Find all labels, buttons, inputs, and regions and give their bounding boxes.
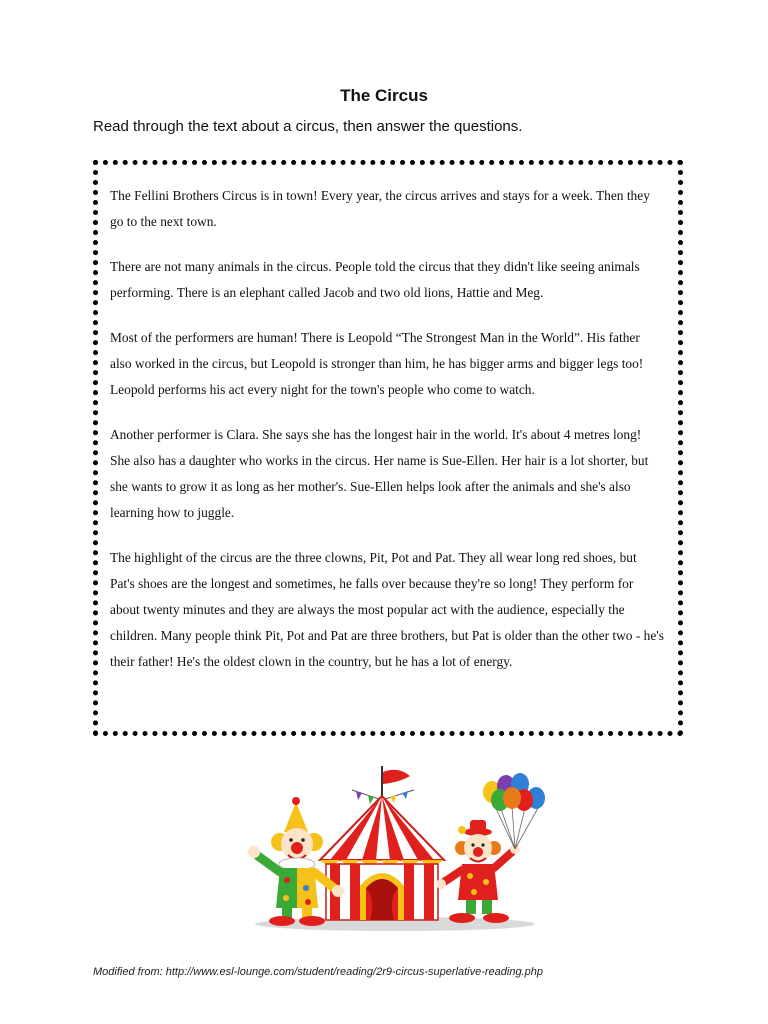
circus-illustration <box>230 760 550 935</box>
clown-icon <box>436 820 520 923</box>
page-title: The Circus <box>340 86 428 105</box>
paragraph: There are not many animals in the circus. People told the circus that they didn't like seeing animals performing. There is an elephant called Jacob and two old lions, Hattie and Meg. <box>110 259 640 300</box>
paragraph: Most of the performers are human! There is Leopold “The Strongest Man in the World”. His father also worked in the circus, but Leopold is stronger than him, he has bigger arms and bigger legs too! Leopold performs his act every night for the town's people who come to watch. <box>110 330 644 397</box>
reading-text-box <box>93 160 683 736</box>
instructions: Read through the text about a circus, then answer the questions. <box>93 118 523 135</box>
source-footer: Modified from: http://www.esl-lounge.com/student/reading/2r9-circus-superlative-reading.php <box>93 966 543 978</box>
paragraph: The highlight of the circus are the three clowns, Pit, Pot and Pat. They all wear long red shoes, but Pat's shoes are the longest and sometimes, he falls over because they're so long! They perform for about twenty minutes and they are always the most popular act with the audience, especially the children. Many people think Pit, Pot and Pat are three brothers, but Pat is older than the other two - he's their father! He's the oldest clown in the country, but he has a lot of energy. <box>110 550 664 669</box>
paragraph: The Fellini Brothers Circus is in town! Every year, the circus arrives and stays for a week. Then they go to the next town. <box>110 188 650 229</box>
balloons-icon <box>483 773 545 849</box>
paragraph: Another performer is Clara. She says she has the longest hair in the world. It's about 4 metres long! She also has a daughter who works in the circus. Her name is Sue-Ellen. Her hair is a lot shorter, but she wants to grow it as long as her mother's. Sue-Ellen helps look after the animals and she's also learning how to juggle. <box>110 427 649 520</box>
